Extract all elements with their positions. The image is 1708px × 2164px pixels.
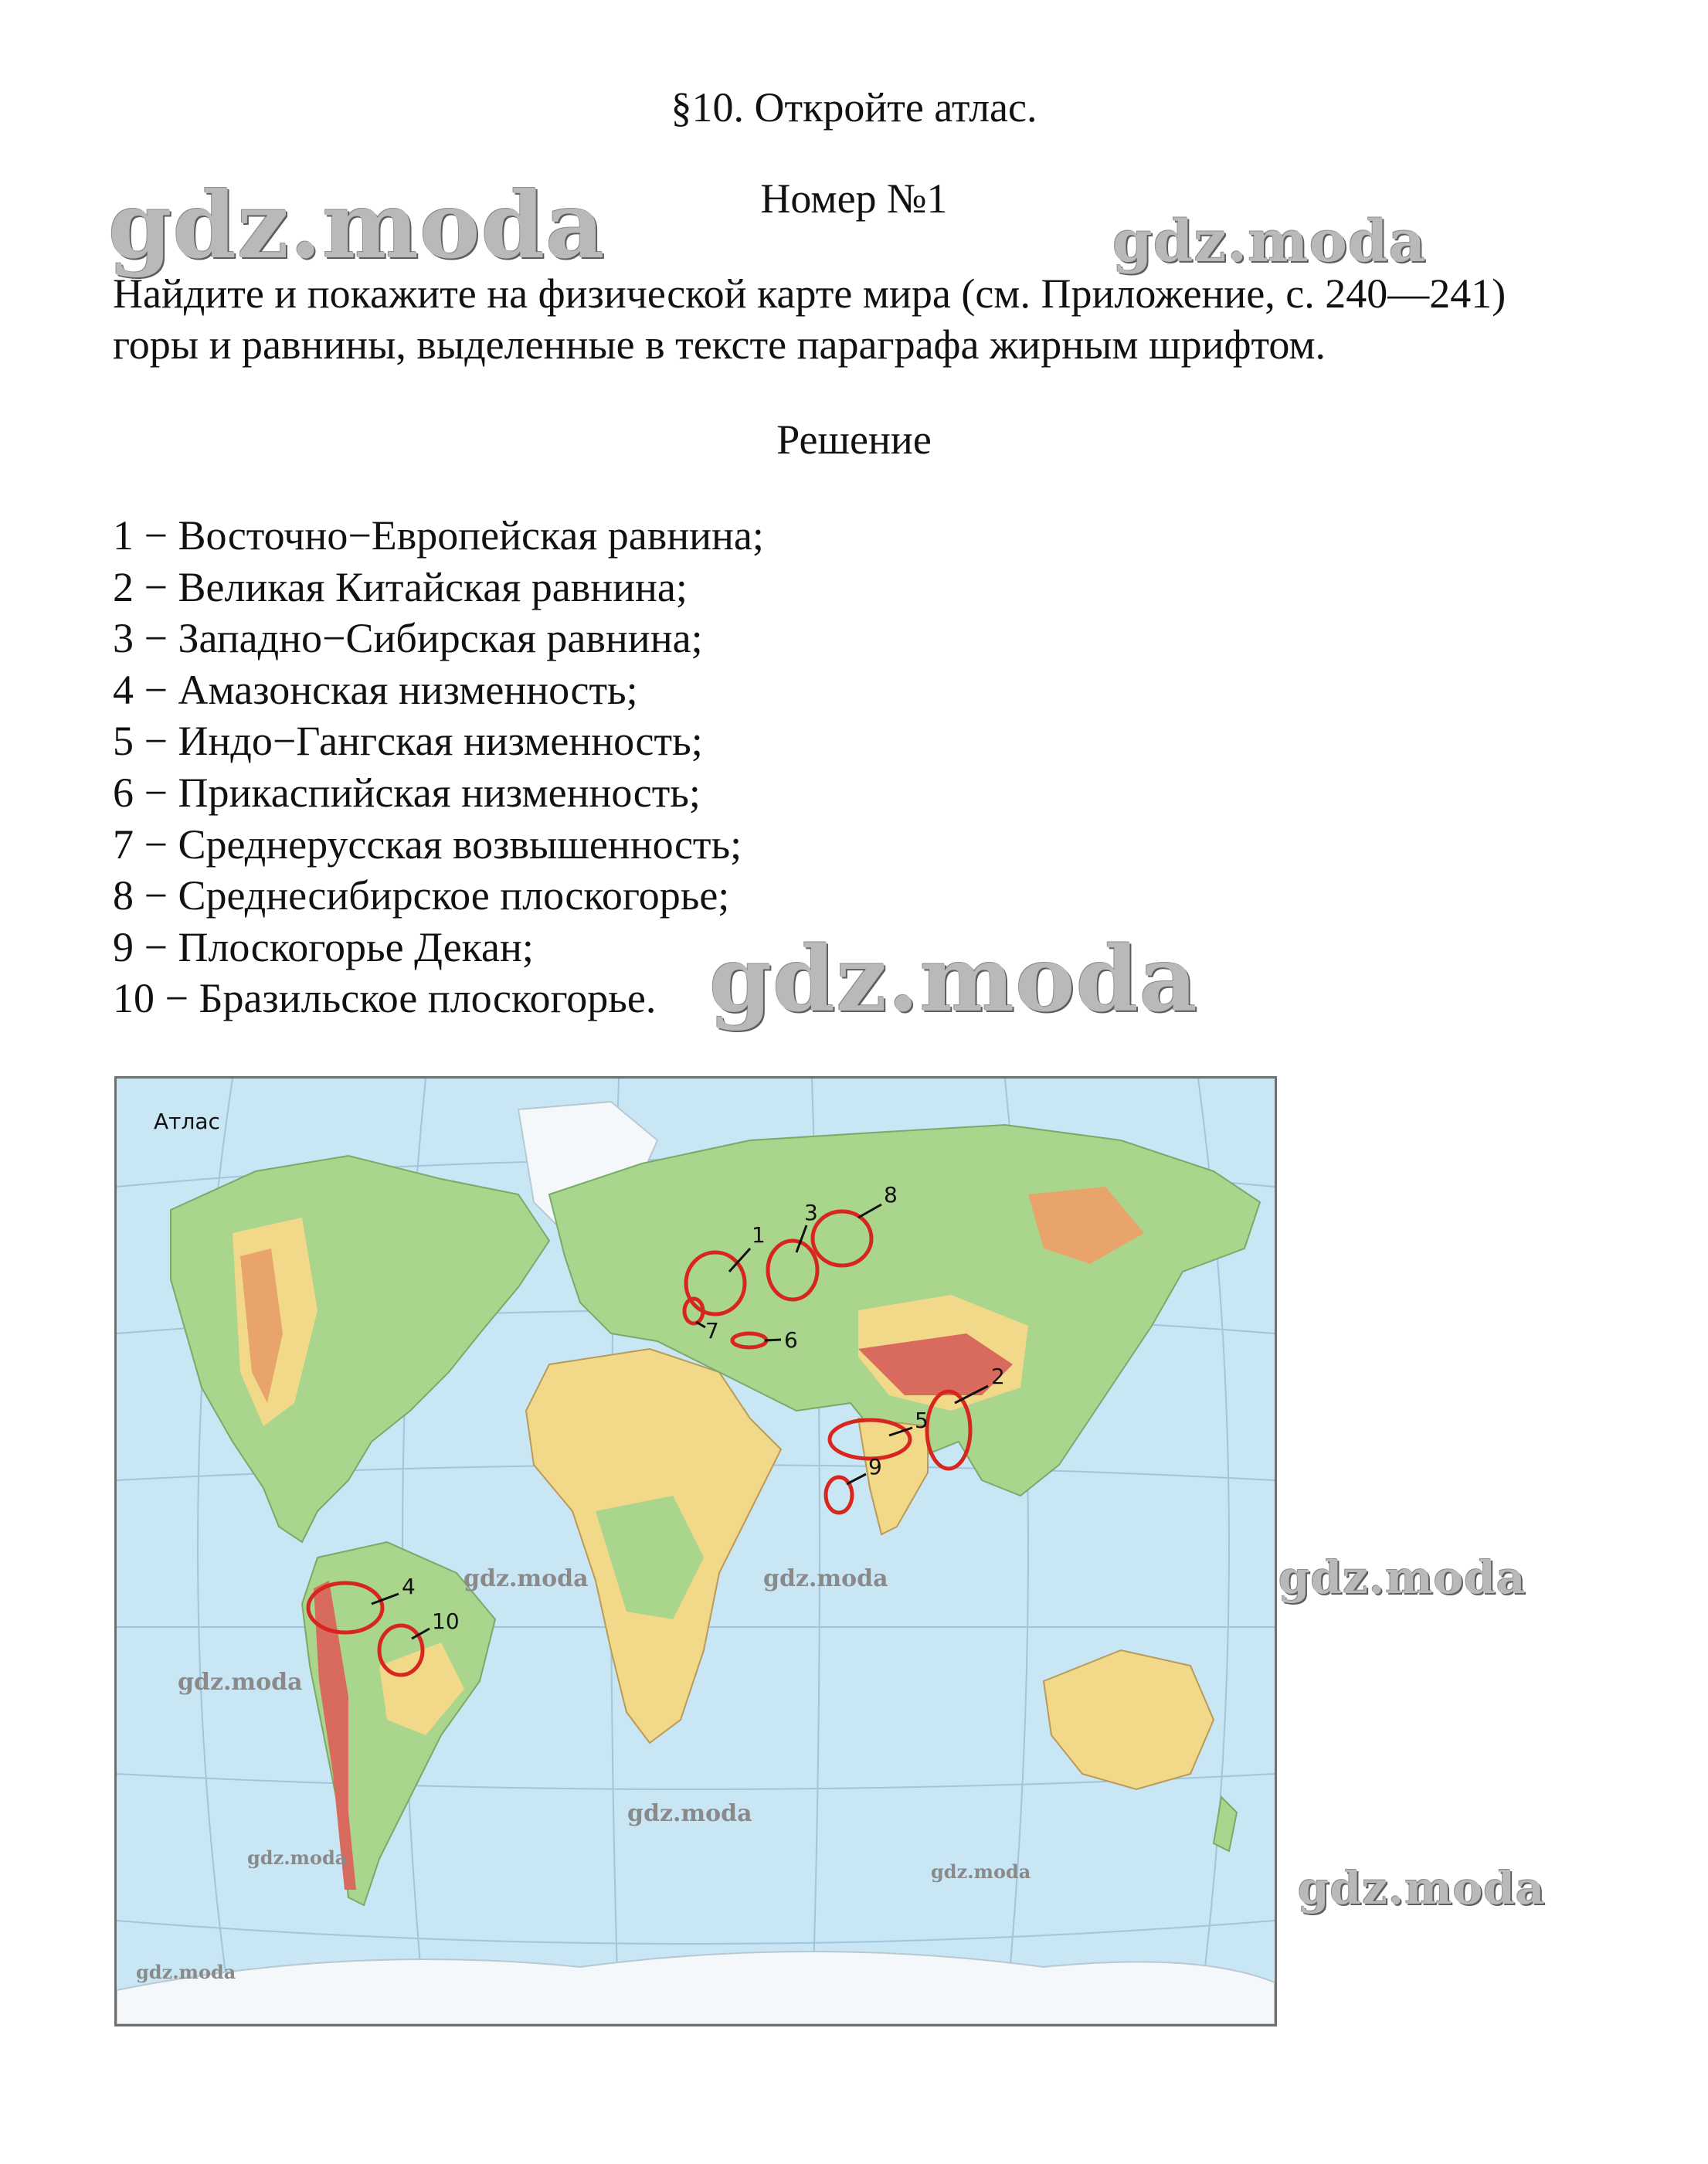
watermark-logo: gdz.moda — [627, 1800, 752, 1827]
watermark-logo: gdz.moda — [1298, 1862, 1546, 1914]
answer-item: 10 − Бразильское плоскогорье. — [113, 975, 657, 1022]
answer-item: 6 − Прикаспийская низменность; — [113, 769, 701, 816]
world-physical-map — [114, 1076, 1277, 2026]
marker-label-7: 7 — [705, 1318, 719, 1344]
watermark-logo: gdz.moda — [931, 1860, 1031, 1883]
watermark-logo: gdz.moda — [763, 1565, 888, 1592]
answer-item: 4 − Амазонская низменность; — [113, 666, 638, 713]
marker-label-2: 2 — [991, 1364, 1005, 1389]
task-number: Номер №1 — [760, 175, 948, 222]
answer-item: 9 − Плоскогорье Декан; — [113, 923, 534, 970]
marker-label-3: 3 — [804, 1200, 818, 1225]
watermark-logo: gdz.moda — [136, 1961, 236, 1983]
answer-list — [113, 510, 764, 1024]
marker-label-9: 9 — [868, 1454, 882, 1479]
answer-item: 1 − Восточно−Европейская равнина; — [113, 512, 764, 559]
answer-item: 8 − Среднесибирское плоскогорье; — [113, 872, 730, 919]
watermark-logo: gdz.moda — [1278, 1551, 1526, 1604]
solution-heading: Решение — [776, 416, 932, 463]
world-map-svg — [117, 1079, 1275, 2024]
section-title: §10. Откройте атлас. — [671, 84, 1037, 131]
answer-item: 7 − Среднерусская возвышенность; — [113, 820, 742, 868]
watermark-logo: gdz.moda — [178, 1669, 303, 1696]
watermark-logo: gdz.moda — [1112, 209, 1427, 275]
marker-label-5: 5 — [915, 1408, 929, 1433]
answer-item: 2 − Великая Китайская равнина; — [113, 563, 688, 610]
atlas-label: Атлас — [154, 1109, 220, 1134]
watermark-logo: gdz.moda — [709, 927, 1198, 1032]
marker-label-1: 1 — [752, 1222, 766, 1248]
watermark-logo: gdz.moda — [108, 172, 606, 279]
watermark-logo: gdz.moda — [464, 1565, 589, 1592]
marker-label-6: 6 — [784, 1327, 798, 1353]
marker-label-8: 8 — [884, 1182, 898, 1208]
task-text: Найдите и покажите на физической карте мира (см. Приложение, с. 240—241) горы и равнины, выделенные в тексте параграфа жирным шрифтом. — [113, 270, 1506, 368]
marker-label-10: 10 — [432, 1609, 460, 1634]
answer-item: 5 − Индо−Гангская низменность; — [113, 718, 703, 765]
answer-item: 3 − Западно−Сибирская равнина; — [113, 615, 703, 662]
watermark-logo: gdz.moda — [247, 1846, 348, 1869]
marker-label-4: 4 — [402, 1574, 416, 1599]
